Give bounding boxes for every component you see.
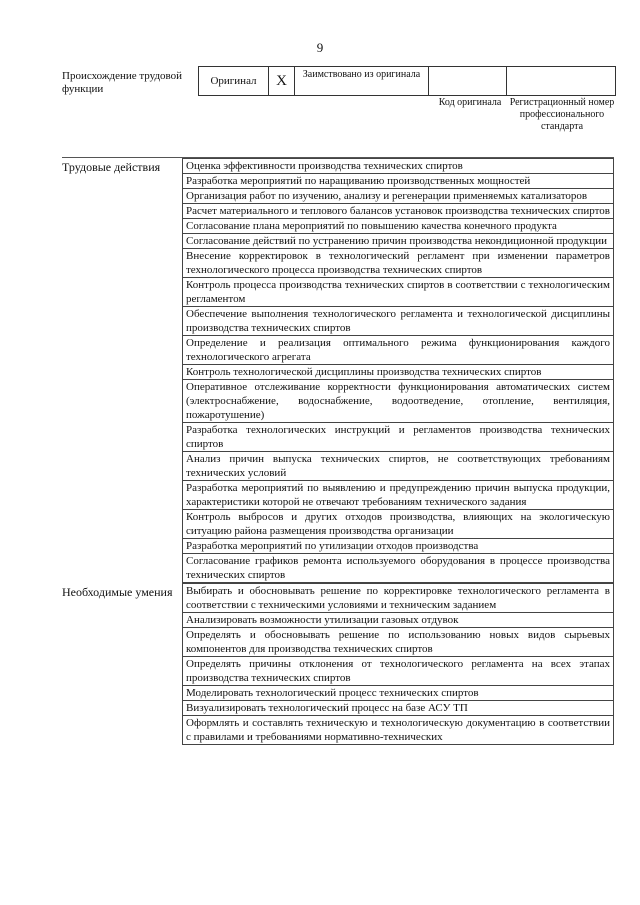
code-caption: Код оригинала: [438, 97, 502, 108]
list-item: Определять причины отклонения от технологического регламента на всех этапах производства технических спиртов: [182, 657, 614, 686]
origin-box: [198, 66, 616, 96]
list-item: Анализировать возможности утилизации газовых отдувок: [182, 613, 614, 628]
section-label: Необходимые умения: [62, 585, 173, 599]
list-item: Разработка мероприятий по выявлению и предупреждению причин выпуска продукции, характеристики которой не отвечают требованиям технического задания: [182, 481, 614, 510]
list-item: Визуализировать технологический процесс на базе АСУ ТП: [182, 701, 614, 716]
list-item: Расчет материального и теплового балансов установок производства технических спиртов: [182, 204, 614, 219]
list-item: Оперативное отслеживание корректности функционирования автоматических систем (электроснабжение, водоснабжение, водоотведение, отопление, вентиляция, пожаротушение): [182, 380, 614, 423]
section-row: [62, 158, 614, 583]
origin-mark-cell: X: [269, 67, 295, 95]
list-item: Обеспечение выполнения технологического регламента и технологической дисциплины производства технических спиртов: [182, 307, 614, 336]
list-item: Согласование действий по устранению причин производства некондиционной продукции: [182, 234, 614, 249]
origin-borrowed-cell: Заимствовано из оригинала: [295, 67, 429, 95]
list-item: Контроль выбросов и других отходов производства, влияющих на экологическую ситуацию района размещения производства организации: [182, 510, 614, 539]
list-item: Оформлять и составлять техническую и технологическую документацию в соответствии с правилами и требованиями нормативно-технических: [182, 716, 614, 745]
list-item: Разработка мероприятий по утилизации отходов производства: [182, 539, 614, 554]
section-label: Трудовые действия: [62, 160, 161, 174]
list-item: Моделировать технологический процесс технических спиртов: [182, 686, 614, 701]
list-item: Разработка технологических инструкций и регламентов производства технических спиртов: [182, 423, 614, 452]
page-number: 9: [316, 40, 324, 55]
list-item: Выбирать и обосновывать решение по корректировке технологического регламента в соответствии с техническими условиями и техническим заданием: [182, 583, 614, 613]
list-item: Согласование плана мероприятий по повышению качества конечного продукта: [182, 219, 614, 234]
function-table: [62, 158, 614, 745]
section-items: [182, 158, 614, 583]
list-item: Оценка эффективности производства технических спиртов: [182, 158, 614, 174]
section-row: [62, 583, 614, 745]
section-items: [182, 583, 614, 745]
list-item: Анализ причин выпуска технических спиртов, не соответствующих требованиям технических условий: [182, 452, 614, 481]
list-item: Организация работ по изучению, анализу и регенерации применяемых катализаторов: [182, 189, 614, 204]
list-item: Контроль технологической дисциплины производства технических спиртов: [182, 365, 614, 380]
list-item: Контроль процесса производства технических спиртов в соответствии с технологическим регламентом: [182, 278, 614, 307]
reg-caption: Регистрационный номер профессионального стандарта: [509, 97, 615, 132]
list-item: Определять и обосновывать решение по использованию новых видов сырьевых компонентов для производства технических спиртов: [182, 628, 614, 657]
origin-label: Происхождение трудовой функции: [62, 70, 183, 95]
list-item: Внесение корректировок в технологический регламент при изменении параметров технологического процесса производства технических спиртов: [182, 249, 614, 278]
origin-original-cell: Оригинал: [199, 67, 269, 95]
origin-reg-cell: [507, 67, 615, 95]
list-item: Согласование графиков ремонта используемого оборудования в процессе производства технических спиртов: [182, 554, 614, 583]
list-item: Определение и реализация оптимального режима функционирования каждого технологического агрегата: [182, 336, 614, 365]
list-item: Разработка мероприятий по наращиванию производственных мощностей: [182, 174, 614, 189]
origin-code-cell: [429, 67, 507, 95]
